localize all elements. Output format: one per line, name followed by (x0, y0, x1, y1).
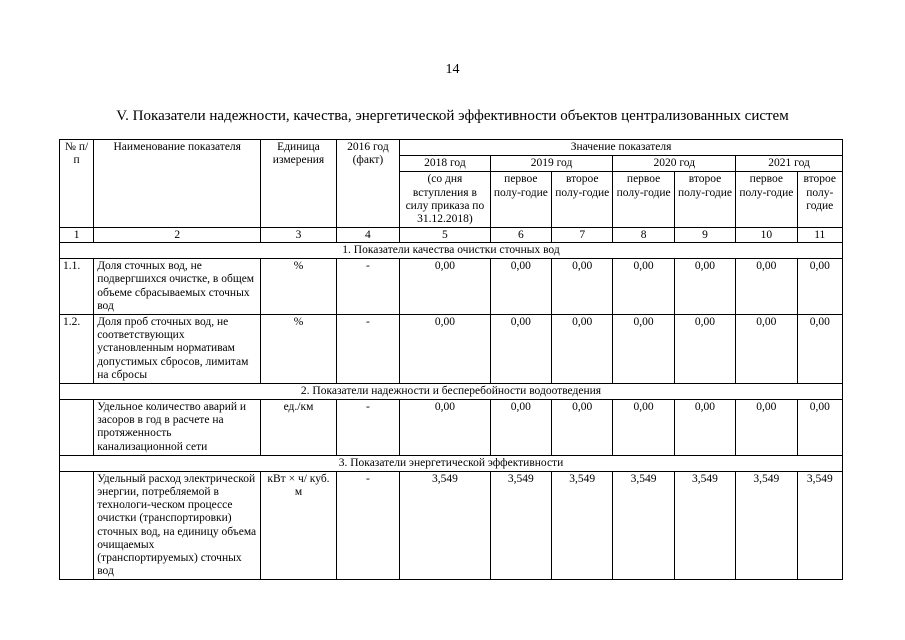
row-fact: - (336, 259, 399, 315)
row-fact: - (336, 400, 399, 456)
header-2019-second-half: второе полу-годие (552, 172, 613, 228)
row-value: 0,00 (674, 259, 735, 315)
header-2019-first-half: первое полу-годие (490, 172, 551, 228)
header-2021-second-half: второе полу-годие (797, 172, 842, 228)
row-value: 0,00 (552, 259, 613, 315)
row-num (60, 471, 94, 580)
row-value: 0,00 (400, 400, 491, 456)
row-value: 3,549 (736, 471, 797, 580)
header-fact-2016: 2016 год (факт) (336, 140, 399, 228)
table-row (60, 400, 843, 456)
row-value: 0,00 (736, 400, 797, 456)
row-value: 0,00 (797, 259, 842, 315)
section-row (60, 384, 843, 400)
column-number: 1 (60, 228, 94, 243)
row-unit: ед./км (261, 400, 336, 456)
row-value: 3,549 (400, 471, 491, 580)
header-year-2021: 2021 год (736, 156, 843, 172)
row-num: 1.1. (60, 259, 94, 315)
column-number: 6 (490, 228, 551, 243)
row-name: Доля проб сточных вод, не соответствующих установленным нормативам допустимых сбросов, лимитам на сбросы (94, 315, 261, 384)
row-value: 0,00 (797, 315, 842, 384)
column-number: 5 (400, 228, 491, 243)
row-unit: кВт × ч/ куб. м (261, 471, 336, 580)
row-value: 3,549 (674, 471, 735, 580)
column-number: 3 (261, 228, 336, 243)
section-row (60, 455, 843, 471)
row-value: 0,00 (490, 315, 551, 384)
row-value: 0,00 (490, 259, 551, 315)
column-number: 7 (552, 228, 613, 243)
header-2020-second-half: второе полу-годие (674, 172, 735, 228)
row-value: 3,549 (613, 471, 674, 580)
column-number: 9 (674, 228, 735, 243)
row-unit: % (261, 315, 336, 384)
section-title: 1. Показатели качества очистки сточных вод (60, 243, 843, 259)
column-number: 8 (613, 228, 674, 243)
column-number-row (60, 228, 843, 243)
row-name: Удельное количество аварий и засоров в год в расчете на протяженность канализационной сети (94, 400, 261, 456)
table-row (60, 471, 843, 580)
row-name: Удельный расход электрической энергии, потребляемой в технологи-ческом процессе очистки (транспортировки) сточных вод, на единицу объема очищаемых (транспортируемых) сточных вод (94, 471, 261, 580)
table-row (60, 259, 843, 315)
header-2021-first-half: первое полу-годие (736, 172, 797, 228)
header-num: № п/п (60, 140, 94, 228)
row-value: 0,00 (613, 400, 674, 456)
row-value: 0,00 (552, 315, 613, 384)
page-title: V. Показатели надежности, качества, энергетической эффективности объектов централизованных систем (116, 108, 789, 124)
row-name: Доля сточных вод, не подвергшихся очистке, в общем объеме сбрасываемых сточных вод (94, 259, 261, 315)
column-number: 4 (336, 228, 399, 243)
row-unit: % (261, 259, 336, 315)
indicators-table (59, 139, 843, 580)
header-year-2019: 2019 год (490, 156, 613, 172)
row-value: 0,00 (613, 315, 674, 384)
row-value: 3,549 (797, 471, 842, 580)
section-row (60, 243, 843, 259)
table-row (60, 315, 843, 384)
row-value: 0,00 (797, 400, 842, 456)
row-fact: - (336, 315, 399, 384)
column-number: 2 (94, 228, 261, 243)
row-num (60, 400, 94, 456)
section-title: 3. Показатели энергетической эффективности (60, 455, 843, 471)
header-2020-first-half: первое полу-годие (613, 172, 674, 228)
header-year-2018: 2018 год (400, 156, 491, 172)
row-value: 3,549 (552, 471, 613, 580)
header-values: Значение показателя (400, 140, 843, 156)
column-number: 10 (736, 228, 797, 243)
row-value: 3,549 (490, 471, 551, 580)
row-value: 0,00 (400, 259, 491, 315)
header-name: Наименование показателя (94, 140, 261, 228)
row-fact: - (336, 471, 399, 580)
row-value: 0,00 (674, 400, 735, 456)
header-year-2020: 2020 год (613, 156, 736, 172)
row-value: 0,00 (674, 315, 735, 384)
row-value: 0,00 (490, 400, 551, 456)
row-num: 1.2. (60, 315, 94, 384)
header-unit: Единица измерения (261, 140, 336, 228)
row-value: 0,00 (736, 259, 797, 315)
row-value: 0,00 (400, 315, 491, 384)
page-number: 14 (445, 62, 460, 77)
row-value: 0,00 (613, 259, 674, 315)
section-title: 2. Показатели надежности и бесперебойности водоотведения (60, 384, 843, 400)
row-value: 0,00 (552, 400, 613, 456)
header-2018-note: (со дня вступления в силу приказа по 31.12.2018) (400, 172, 491, 228)
column-number: 11 (797, 228, 842, 243)
row-value: 0,00 (736, 315, 797, 384)
